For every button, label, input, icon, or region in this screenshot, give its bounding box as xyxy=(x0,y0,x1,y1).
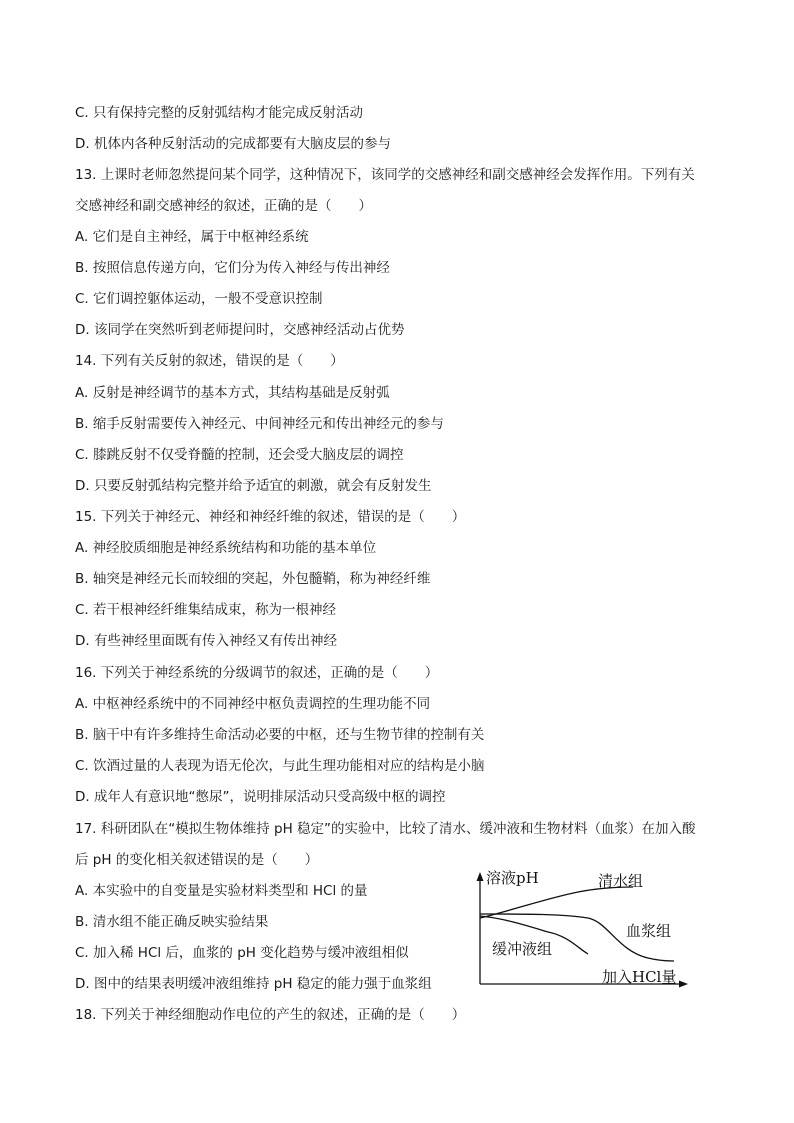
question-18-stem: 18. 下列关于神经细胞动作电位的产生的叙述，正确的是（ ） xyxy=(75,1007,466,1023)
question-17-stem-line-2: 后 pH 的变化相关叙述错误的是（ ） xyxy=(75,852,319,868)
x-axis-arrow xyxy=(679,981,688,988)
option-16b: B. 脑干中有许多维持生命活动必要的中枢，还与生物节律的控制有关 xyxy=(75,727,485,743)
option-17d: D. 图中的结果表明缓冲液组维持 pH 稳定的能力强于血浆组 xyxy=(75,976,432,992)
option-14c: C. 膝跳反射不仅受脊髓的控制，还会受大脑皮层的调控 xyxy=(75,447,404,463)
option-17a: A. 本实验中的自变量是实验材料类型和 HCl 的量 xyxy=(75,883,368,899)
option-15c: C. 若干根神经纤维集结成束，称为一根神经 xyxy=(75,602,337,618)
option-13a: A. 它们是自主神经，属于中枢神经系统 xyxy=(75,229,309,245)
option-14b: B. 缩手反射需要传入神经元、中间神经元和传出神经元的参与 xyxy=(75,416,444,432)
water-group-curve xyxy=(480,887,633,918)
option-16d: D. 成年人有意识地“憋尿”，说明排尿活动只受高级中枢的调控 xyxy=(75,789,446,805)
buffer-group-label: 缓冲液组 xyxy=(492,940,553,958)
option-14d: D. 只要反射弧结构完整并给予适宜的刺激，就会有反射发生 xyxy=(75,478,432,494)
ph-figure-svg xyxy=(468,866,694,996)
question-16-stem: 16. 下列关于神经系统的分级调节的叙述，正确的是（ ） xyxy=(75,665,439,681)
option-15b: B. 轴突是神经元长而较细的突起，外包髓鞘，称为神经纤维 xyxy=(75,571,431,587)
option-15a: A. 神经胶质细胞是神经系统结构和功能的基本单位 xyxy=(75,540,377,556)
y-axis-arrow xyxy=(477,872,484,881)
question-15-stem: 15. 下列关于神经元、神经和神经纤维的叙述，错误的是（ ） xyxy=(75,509,466,525)
option-17c: C. 加入稀 HCl 后，血浆的 pH 变化趋势与缓冲液组相似 xyxy=(75,945,409,961)
option-16c: C. 饮酒过量的人表现为语无伦次，与此生理功能相对应的结构是小脑 xyxy=(75,758,485,774)
option-16a: A. 中枢神经系统中的不同神经中枢负责调控的生理功能不同 xyxy=(75,696,431,712)
option-13d: D. 该同学在突然听到老师提问时，交感神经活动占优势 xyxy=(75,322,405,338)
question-13-stem-line-1: 13. 上课时老师忽然提问某个同学，这种情况下，该同学的交感神经和副交感神经会发挥作用。下列有关 xyxy=(75,167,695,183)
x-axis-label: 加入HCl量 xyxy=(602,968,677,986)
question-17-stem-line-1: 17. 科研团队在“模拟生物体维持 pH 稳定”的实验中，比较了清水、缓冲液和生物材料（血浆）在加入酸 xyxy=(75,821,696,837)
option-14a: A. 反射是神经调节的基本方式，其结构基础是反射弧 xyxy=(75,385,390,401)
water-group-label: 清水组 xyxy=(598,872,644,890)
option-12d: D. 机体内各种反射活动的完成都要有大脑皮层的参与 xyxy=(75,136,391,152)
question-14-stem: 14. 下列有关反射的叙述，错误的是（ ） xyxy=(75,353,344,369)
question-13-stem-line-2: 交感神经和副交感神经的叙述，正确的是（ ） xyxy=(75,198,372,214)
option-15d: D. 有些神经里面既有传入神经又有传出神经 xyxy=(75,633,337,649)
y-axis-label: 溶液pH xyxy=(486,869,539,887)
option-17b: B. 清水组不能正确反映实验结果 xyxy=(75,914,269,930)
option-13c: C. 它们调控躯体运动，一般不受意识控制 xyxy=(75,291,323,307)
option-12c: C. 只有保持完整的反射弧结构才能完成反射活动 xyxy=(75,105,364,121)
plasma-group-label: 血浆组 xyxy=(626,922,672,940)
option-13b: B. 按照信息传递方向，它们分为传入神经与传出神经 xyxy=(75,260,390,276)
ph-figure xyxy=(468,866,694,996)
